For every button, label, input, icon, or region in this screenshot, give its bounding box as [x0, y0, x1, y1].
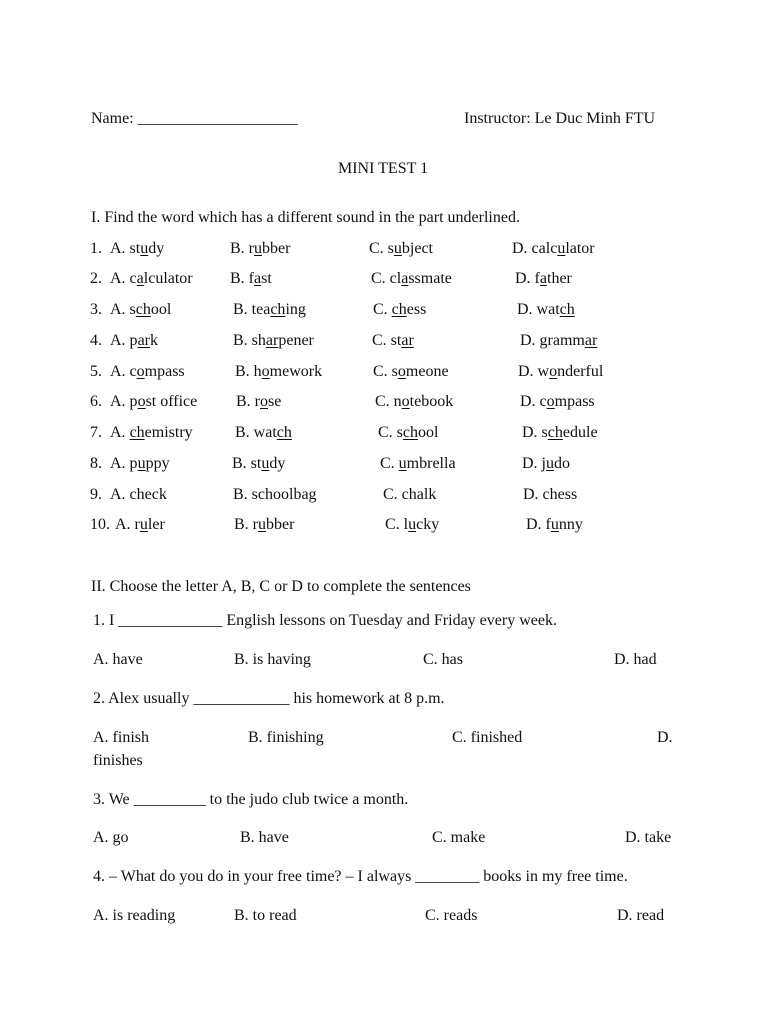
word-part: C. cl — [371, 270, 402, 287]
word-option-d — [520, 392, 595, 412]
option-b: B. have — [240, 829, 289, 846]
underlined-part: u — [408, 516, 417, 533]
word-option-d — [517, 300, 575, 320]
word-option-b — [230, 239, 290, 259]
word-part: A. p — [110, 393, 138, 410]
word-option-d — [523, 485, 577, 505]
word-part: D. c — [520, 393, 547, 410]
word-part: lator — [565, 240, 595, 257]
question-text: 3. We _________ to the judo club twice a month. — [93, 791, 409, 808]
underlined-part: u — [398, 455, 407, 472]
word-option-c — [371, 269, 452, 289]
word-option-b — [235, 423, 292, 443]
option-c: C. finished — [452, 729, 523, 746]
word-part: nny — [558, 516, 583, 533]
word-part: D. w — [518, 363, 550, 380]
word-part: C. st — [372, 332, 402, 349]
word-option-d — [520, 331, 597, 351]
underlined-part: ch — [391, 301, 407, 318]
word-part: C. s — [369, 240, 394, 257]
word-part: A. — [110, 424, 130, 441]
word-part: ler — [147, 516, 165, 533]
section1-heading: I. Find the word which has a different sound in the part underlined. — [91, 209, 520, 226]
word-option-c — [373, 362, 449, 382]
word-part: D. f — [515, 270, 540, 287]
word-part: B. h — [235, 363, 262, 380]
word-option-d — [512, 239, 595, 259]
option-a: A. is reading — [93, 907, 176, 924]
word-option-a — [110, 362, 185, 382]
underlined-part: ch — [276, 424, 292, 441]
underlined-part: ch — [402, 424, 419, 441]
word-part: mpass — [144, 363, 185, 380]
word-part: D. gramm — [520, 332, 585, 349]
word-part: edule — [562, 424, 598, 441]
underlined-part: u — [137, 455, 146, 472]
word-part: C. s — [378, 424, 403, 441]
item-number: 5. — [90, 363, 102, 380]
underlined-part: o — [260, 393, 268, 410]
item-number: 2. — [90, 270, 102, 287]
word-part: mbrella — [406, 455, 456, 472]
word-part: B. r — [236, 393, 260, 410]
underlined-part: o — [546, 393, 555, 410]
word-part: cky — [416, 516, 440, 533]
item-number: 7. — [90, 424, 102, 441]
item-number: 1. — [90, 240, 102, 257]
word-part: D. j — [522, 455, 546, 472]
underlined-part: ch — [129, 424, 145, 441]
word-part: C. l — [385, 516, 409, 533]
word-part: A. p — [110, 332, 138, 349]
item-number: 4. — [90, 332, 102, 349]
option-d: D. — [657, 729, 673, 746]
underlined-part: ar — [137, 332, 150, 349]
word-option-b — [233, 331, 314, 351]
option-c: C. has — [423, 651, 463, 668]
section2-heading: II. Choose the letter A, B, C or D to complete the sentences — [91, 578, 471, 595]
word-part: bject — [401, 240, 433, 257]
word-part: B. schoolbag — [233, 486, 317, 503]
word-option-a — [110, 392, 197, 412]
word-part: ppy — [145, 455, 170, 472]
word-option-d — [515, 269, 572, 289]
word-part: dy — [269, 455, 286, 472]
word-option-d — [522, 454, 570, 474]
underlined-part: u — [393, 240, 402, 257]
word-option-b — [230, 269, 272, 289]
word-part: A. r — [115, 516, 140, 533]
underlined-part: u — [546, 455, 554, 472]
word-part: B. f — [230, 270, 254, 287]
word-part: A. check — [110, 486, 167, 503]
word-part: mpass — [554, 393, 595, 410]
option-a: A. go — [93, 829, 129, 846]
underlined-part: ch — [547, 424, 563, 441]
word-part: meone — [405, 363, 449, 380]
option-d: D. had — [614, 651, 657, 668]
item-number: 3. — [90, 301, 102, 318]
option-b: B. finishing — [248, 729, 324, 746]
word-part: pener — [278, 332, 314, 349]
word-option-c — [385, 515, 439, 535]
word-part: nderful — [557, 363, 604, 380]
word-part: A. st — [110, 240, 141, 257]
underlined-part: u — [550, 516, 559, 533]
option-b: B. to read — [234, 907, 297, 924]
word-part: ool — [150, 301, 172, 318]
word-option-a — [115, 515, 165, 535]
option-a: A. finish — [93, 729, 149, 746]
word-part: ssmate — [408, 270, 452, 287]
underlined-part: u — [140, 240, 149, 257]
option-d: D. take — [625, 829, 672, 846]
word-option-a — [110, 454, 170, 474]
word-option-c — [383, 485, 436, 505]
underlined-part: ch — [270, 301, 286, 318]
underlined-part: u — [139, 516, 148, 533]
word-part: A. p — [110, 455, 138, 472]
name-field-label: Name: ____________________ — [91, 110, 298, 127]
word-part: C. n — [375, 393, 402, 410]
underlined-part: ch — [135, 301, 151, 318]
underlined-part: u — [557, 240, 566, 257]
underlined-part: ch — [559, 301, 575, 318]
item-number: 9. — [90, 486, 102, 503]
option-c: C. reads — [425, 907, 478, 924]
underlined-part: a — [539, 270, 547, 287]
underlined-part: ar — [584, 332, 598, 349]
word-part: ess — [406, 301, 427, 318]
underlined-part: o — [401, 393, 410, 410]
underlined-part: o — [397, 363, 406, 380]
option-a: A. have — [93, 651, 143, 668]
underlined-part: a — [401, 270, 409, 287]
underlined-part: ar — [265, 332, 279, 349]
item-number: 6. — [90, 393, 102, 410]
word-part: tebook — [409, 393, 454, 410]
word-part: C. — [380, 455, 399, 472]
word-option-b — [236, 392, 281, 412]
word-part: A. c — [110, 363, 137, 380]
word-option-b — [234, 515, 294, 535]
word-option-c — [375, 392, 453, 412]
underlined-part: u — [261, 455, 270, 472]
word-option-c — [373, 300, 426, 320]
option-d: D. read — [617, 907, 665, 924]
word-part: bber — [262, 240, 291, 257]
word-part: lculator — [143, 270, 193, 287]
item-number: 8. — [90, 455, 102, 472]
underlined-part: a — [136, 270, 144, 287]
underlined-part: ar — [401, 332, 414, 349]
underlined-part: u — [258, 516, 266, 533]
word-option-c — [378, 423, 438, 443]
word-part: D. s — [522, 424, 548, 441]
word-part: D. chess — [523, 486, 578, 503]
word-part: B. r — [230, 240, 254, 257]
word-option-b — [233, 300, 306, 320]
word-part: emistry — [144, 424, 193, 441]
word-part: D. f — [526, 516, 551, 533]
word-part: se — [268, 393, 282, 410]
word-option-c — [369, 239, 433, 259]
item-number: 10. — [90, 516, 110, 533]
word-part: B. sh — [233, 332, 266, 349]
word-option-a — [110, 300, 171, 320]
word-part: A. s — [110, 301, 136, 318]
word-part: dy — [148, 240, 165, 257]
word-part: A. c — [110, 270, 137, 287]
word-part: C. s — [373, 363, 398, 380]
question-text: 4. – What do you do in your free time? – I always ________ books in my free time. — [93, 868, 628, 885]
word-option-b — [232, 454, 285, 474]
word-option-a — [110, 485, 167, 505]
word-part: C. chalk — [383, 486, 437, 503]
word-part: ing — [285, 301, 306, 318]
option-c: C. make — [432, 829, 486, 846]
word-option-c — [380, 454, 456, 474]
word-part: ther — [547, 270, 572, 287]
option-b: B. is having — [234, 651, 311, 668]
word-option-d — [526, 515, 583, 535]
question-text: 2. Alex usually ____________ his homework at 8 p.m. — [93, 690, 445, 707]
underlined-part: o — [137, 393, 146, 410]
word-part: B. wat — [235, 424, 277, 441]
page-title: MINI TEST 1 — [338, 160, 429, 177]
underlined-part: o — [549, 363, 558, 380]
word-part: D. calc — [512, 240, 558, 257]
question-text: 1. I _____________ English lessons on Tuesday and Friday every week. — [93, 612, 557, 629]
underlined-part: o — [261, 363, 270, 380]
word-part: C. — [373, 301, 392, 318]
word-option-b — [235, 362, 322, 382]
underlined-part: u — [254, 240, 262, 257]
word-option-a — [110, 331, 158, 351]
option-d-wrap: finishes — [93, 752, 143, 769]
word-option-a — [110, 423, 193, 443]
underlined-part: o — [136, 363, 145, 380]
word-option-b — [233, 485, 317, 505]
word-part: B. tea — [233, 301, 271, 318]
word-option-a — [110, 269, 193, 289]
word-part: st office — [145, 393, 198, 410]
word-part: k — [150, 332, 158, 349]
word-part: B. st — [232, 455, 262, 472]
underlined-part: a — [254, 270, 262, 287]
word-option-c — [372, 331, 414, 351]
word-option-d — [522, 423, 598, 443]
word-part: do — [554, 455, 570, 472]
word-part: mework — [269, 363, 323, 380]
word-part: D. wat — [517, 301, 560, 318]
word-option-a — [110, 239, 164, 259]
word-part: B. r — [234, 516, 258, 533]
word-part: ool — [418, 424, 439, 441]
word-part: st — [261, 270, 272, 287]
word-part: bber — [266, 516, 295, 533]
word-option-d — [518, 362, 603, 382]
instructor-label: Instructor: Le Duc Minh FTU — [464, 110, 656, 127]
